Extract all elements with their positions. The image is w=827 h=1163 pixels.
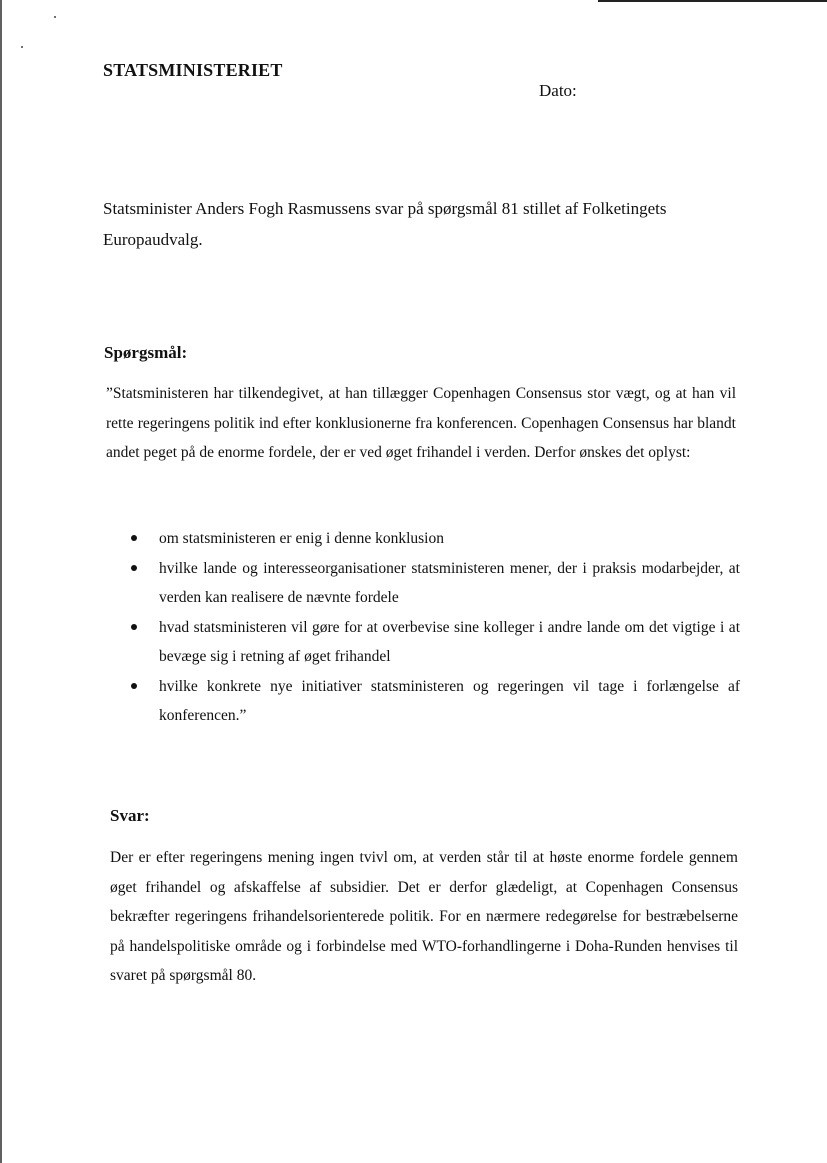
question-bullet-list: [130, 524, 740, 731]
bullet-item: [130, 554, 740, 613]
scan-speck: [54, 16, 56, 18]
intro-text: Statsminister Anders Fogh Rasmussens svar på spørgsmål 81 stillet af Folketingets Europaudvalg.: [103, 199, 667, 249]
bullet-item: [130, 524, 740, 554]
bullet-text: hvilke lande og interesseorganisationer statsministeren mener, der i praksis modarbejder, at verden kan realisere de nævnte fordele: [159, 559, 740, 606]
scan-speck: [21, 46, 23, 48]
bullet-dot-icon: [131, 683, 137, 689]
ministry-name: STATSMINISTERIET: [103, 60, 283, 80]
bullet-dot-icon: [131, 565, 137, 571]
bullet-dot-icon: [131, 535, 137, 541]
bullet-item: [130, 613, 740, 672]
bullet-text: hvilke konkrete nye initiativer statsministeren og regeringen vil tage i forlængelse af konferencen.”: [159, 677, 740, 724]
bullet-text: hvad statsministeren vil gøre for at overbevise sine kolleger i andre lande om det vigtige i at bevæge sig i retning af øget frihandel: [159, 618, 740, 665]
answer-text: Der er efter regeringens mening ingen tvivl om, at verden står til at høste enorme fordele gennem øget frihandel og afskaffelse af subsidier. Det er derfor glædeligt, at Copenhagen Consensus bekræfter regeringens frihandelsorienterede politik. For en nærmere redegørelse for bestræbelserne på handelspolitiske område og i forbindelse med WTO-forhandlingerne i Doha-Runden henvises til svaret på spørgsmål 80.: [110, 849, 738, 984]
scan-left-edge: [0, 0, 2, 1163]
bullet-item: [130, 672, 740, 731]
scan-top-rule: [598, 0, 827, 2]
answer-heading: Svar:: [110, 806, 150, 825]
date-label: Dato:: [539, 81, 577, 100]
question-text: ”Statsministeren har tilkendegivet, at han tillægger Copenhagen Consensus stor vægt, og at han vil rette regeringens politik ind efter konklusionerne fra konferencen. Copenhagen Consensus har blandt andet peget på de enorme fordele, der er ved øget frihandel i verden. Derfor ønskes det oplyst:: [106, 385, 736, 461]
bullet-dot-icon: [131, 624, 137, 630]
question-heading: Spørgsmål:: [104, 343, 188, 362]
bullet-text: om statsministeren er enig i denne konklusion: [159, 530, 444, 547]
